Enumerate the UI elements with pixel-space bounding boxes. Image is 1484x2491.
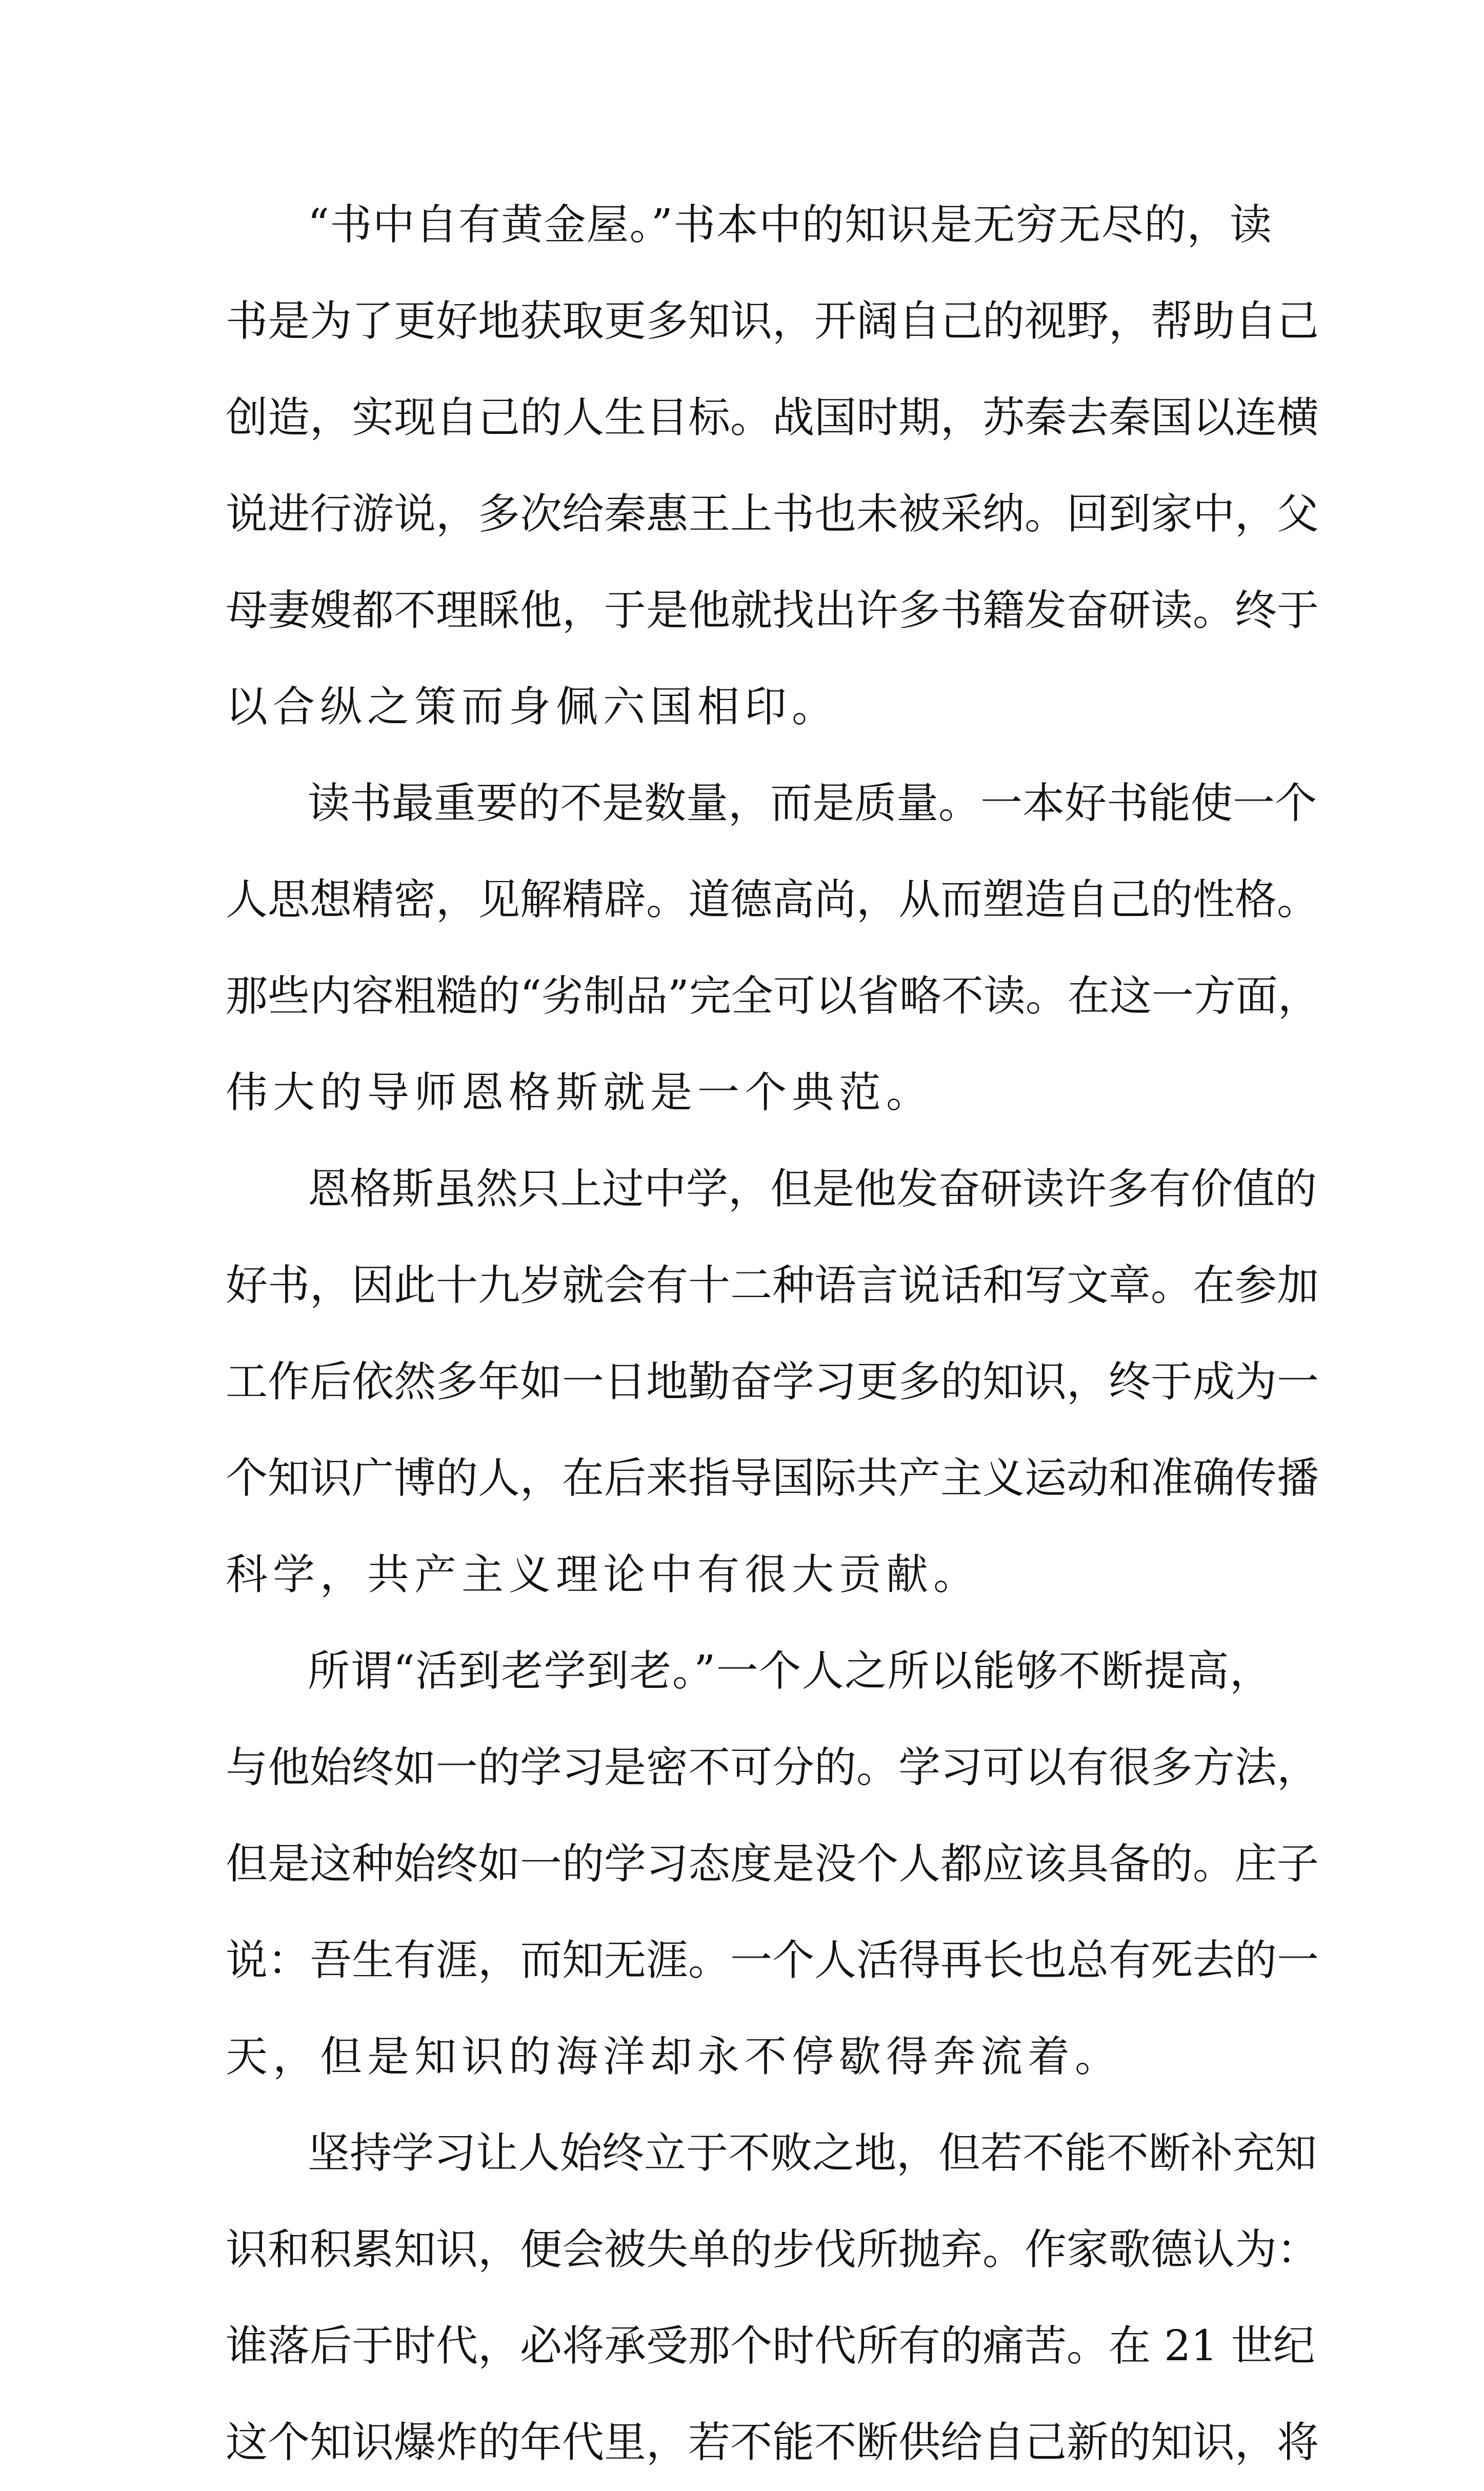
text-line: 坚持学习让人始终立于不败之地，但若不能不断补充知 <box>308 2129 1317 2178</box>
text-line: 好书，因此十九岁就会有十二种语言说话和写文章。在参加 <box>226 1261 1319 1310</box>
text-line: 说：吾生有涯，而知无涯。一个人活得再长也总有死去的一 <box>226 1936 1319 1985</box>
text-line: 谁落后于时代，必将承受那个时代所有的痛苦。在 21 世纪 <box>226 2322 1315 2370</box>
text-line: 创造，实现自己的人生目标。战国时期，苏秦去秦国以连横 <box>226 393 1319 442</box>
text-line: 所谓“活到老学到老。”一个人之所以能够不断提高， <box>308 1647 1272 1696</box>
text-line: 与他始终如一的学习是密不可分的。学习可以有很多方法， <box>226 1743 1319 1792</box>
text-line: 书是为了更好地获取更多知识，开阔自己的视野，帮助自己 <box>226 297 1319 346</box>
text-line: 人思想精密，见解精辟。道德高尚，从而塑造自己的性格。 <box>226 875 1319 924</box>
body-text <box>226 177 1320 2491</box>
text-line: 天，但是知识的海洋却永不停歇得奔流着。 <box>226 2032 1122 2081</box>
text-line: 读书最重要的不是数量，而是质量。一本好书能使一个 <box>308 779 1317 828</box>
text-line: 这个知识爆炸的年代里，若不能不断供给自己新的知识，将 <box>226 2418 1319 2467</box>
text-line: 科学，共产主义理论中有很大贡献。 <box>226 1550 981 1599</box>
text-line: 识和积累知识，便会被失单的步伐所抛弃。作家歌德认为： <box>226 2225 1319 2274</box>
text-line: 那些内容粗糙的“劣制品”完全可以省略不读。在这一方面， <box>226 972 1320 1021</box>
text-line: “书中自有黄金屋。”书本中的知识是无穷无尽的，读 <box>308 201 1272 249</box>
text-line: 说进行游说，多次给秦惠王上书也未被采纳。回到家中，父 <box>226 490 1319 539</box>
text-line: 但是这种始终如一的学习态度是没个人都应该具备的。庄子 <box>226 1840 1319 1888</box>
text-line: 伟大的导师恩格斯就是一个典范。 <box>226 1068 934 1117</box>
text-line: 工作后依然多年如一日地勤奋学习更多的知识，终于成为一 <box>226 1358 1319 1406</box>
text-line: 个知识广博的人，在后来指导国际共产主义运动和准确传播 <box>226 1454 1319 1503</box>
text-line: 母妻嫂都不理睬他，于是他就找出许多书籍发奋研读。终于 <box>226 586 1319 635</box>
text-line: 以合纵之策而身佩六国相印。 <box>226 683 839 731</box>
text-line: 恩格斯虽然只上过中学，但是他发奋研读许多有价值的 <box>308 1165 1317 1213</box>
